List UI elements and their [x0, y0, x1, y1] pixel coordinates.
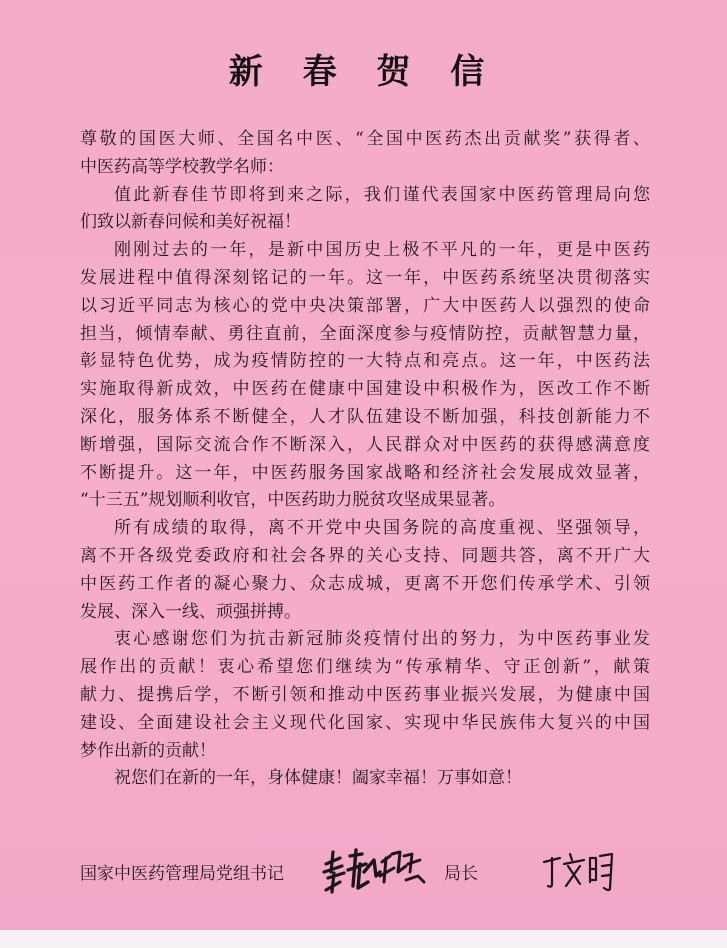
letter-line: 中医药工作者的凝心聚力、众志成城，更离不开您们传承学术、引领 [80, 573, 650, 594]
letter-line: 衷心感谢您们为抗击新冠肺炎疫情付出的努力，为中医药事业发 [114, 629, 650, 650]
letter-line: 建设、全面建设社会主义现代化国家、实现中华民族伟大复兴的中国 [80, 712, 650, 733]
handwritten-signature-2 [540, 844, 620, 900]
letter-line: 以习近平同志为核心的党中央决策部署，广大中医药人以强烈的使命 [80, 295, 650, 316]
bottom-margin-band [0, 930, 727, 948]
letter-line: “十三五”规划顺利收官，中医药助力脱贫攻坚成果显著。 [80, 490, 506, 511]
letter-line: 发展、深入一线、顽强拼搏。 [80, 601, 301, 622]
letter-line: 所有成绩的取得，离不开党中央国务院的高度重视、坚强领导， [114, 518, 650, 539]
letter-line: 展作出的贡献！衷心希望您们继续为“传承精华、守正创新”，献策 [80, 657, 650, 678]
letter-line: 尊敬的国医大师、全国名中医、“全国中医药杰出贡献奖”获得者、 [80, 129, 650, 149]
letter-line: 中医药高等学校教学名师： [80, 156, 284, 177]
signer-2-title: 局长 [444, 864, 478, 884]
letter-line: 彰显特色优势，成为疫情防控的一大特点和亮点。这一年，中医药法 [80, 351, 650, 372]
letter-line: 发展进程中值得深刻铭记的一年。这一年，中医药系统坚决贯彻落实 [80, 267, 650, 288]
letter-line: 断增强，国际交流合作不断深入，人民群众对中医药的获得感满意度 [80, 434, 650, 455]
letter-line: 祝您们在新的一年，身体健康！阖家幸福！万事如意！ [114, 768, 522, 789]
handwritten-signature-1 [320, 842, 428, 902]
letter-line: 值此新春佳节即将到来之际，我们谨代表国家中医药管理局向您 [114, 184, 650, 205]
letter-title: 新 春 贺 信 [228, 52, 499, 92]
letter-body [80, 126, 650, 793]
letter-line: 深化，服务体系不断健全，人才队伍建设不断加强，科技创新能力不 [80, 406, 650, 427]
signer-1-title: 国家中医药管理局党组书记 [80, 864, 284, 884]
letter-line: 实施取得新成效，中医药在健康中国建设中积极作为，医改工作不断 [80, 379, 650, 400]
letter-line: 担当，倾情奉献、勇往直前，全面深度参与疫情防控，贡献智慧力量， [80, 323, 650, 344]
letter-line: 不断提升。这一年，中医药服务国家战略和经济社会发展成效显著， [80, 462, 650, 483]
letter-line: 献力、提携后学，不断引领和推动中医药事业振兴发展，为健康中国 [80, 684, 650, 705]
letter-line: 梦作出新的贡献！ [80, 740, 216, 761]
letter-line: 离不开各级党委政府和社会各界的关心支持、同题共答，离不开广大 [80, 545, 650, 566]
signature-row [80, 850, 660, 898]
letter-line: 刚刚过去的一年，是新中国历史上极不平凡的一年，更是中医药 [114, 240, 650, 261]
letter-line: 们致以新春问候和美好祝福！ [80, 212, 301, 233]
